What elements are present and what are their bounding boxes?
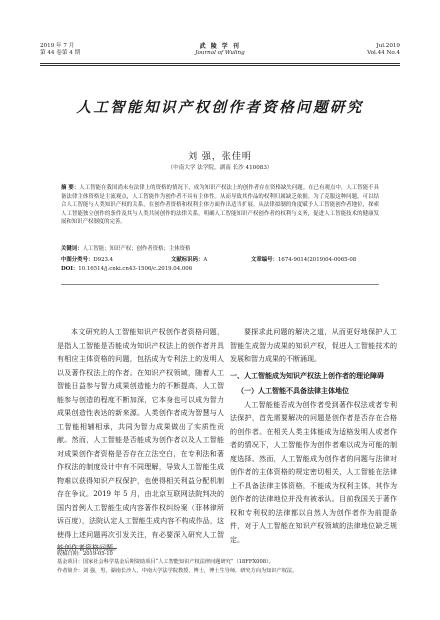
document-code xyxy=(171,256,207,265)
body-paragraph: 本文研究的人工智能知识产权创作者资格问题，是指人工智能是否能成为知识产权法上的创作者并具有相应主体资格的问题，包括成为专利法上的发明人以及著作权法上的作者。在知识产权领域，随着人工智能日益参与智力成果创造能力的不断提高，人工智能参与创造的程度不断加深，它本身也可以成为智力成果创造性表达的新来源。人类创作者成为智慧与人工智能相辅相承，共同为智力成果做出了实质性贡献。然而，人工智能是否能成为创作者以及人工智能对成果创作者资格是否存在立法空白，在专利法和著作权法的制度设计中有不同理解，导致人工智能生成物难以获得知识产权保护，也使得相关利益分配机制存在争议。2019 年 5 月，由北京互联网法院判决的国内首例人工智能生成内容著作权纠纷案（菲林律所诉百度），法院认定人工智能生成内容不构成作品，这使得上述问题再次引发关注，有必要深入研究人工智能创作者资格问题。 xyxy=(57,328,224,552)
clc-number xyxy=(61,256,113,265)
article-number-label: 文章编号： xyxy=(251,257,278,263)
journal-name-en: Journal of Wuling xyxy=(195,50,245,56)
document-code-label: 文献标识码： xyxy=(171,257,204,263)
footnote-received: 收稿日期：2019-05-10 xyxy=(57,551,113,557)
doi-value: 10.16514/j.cnki.cn43-1506/c.2019.04.006 xyxy=(78,265,193,272)
footnote-author-bio: 作者简介：刘 强，男，湖南长沙人，中南大学法学院教授，博士，博士生导师，研究方向为知识产权法。 xyxy=(57,568,298,574)
body-paragraph: 人工智能能否成为创作者受到著作权法或者专利法保护，首先需要解决的问题是创作者是否存在合格的创作者。在相关人类主体能成为适格发明人或者作者的情况下，人工智能作为创作者难以成为可能的制度选择。然而，人工智能成为创作者的问题与法律对创作者的主体资格的规定密切相关，人工智能在法律上不具备法律主体资格，不能成为权利主体，其作为创作者的法律地位并没有被承认。目前我国关于著作权和专利权的法律都以自然人为创作者作为前提条件，对于人工智能在知识产权领域的法律地位缺乏规定。 xyxy=(230,400,397,544)
affiliation: （中南大学 法学院，湖南 长沙 410083） xyxy=(167,165,273,171)
doi xyxy=(61,265,192,274)
body-column-right xyxy=(230,326,397,566)
header-date-en: Jul.2019 xyxy=(376,43,400,49)
header-volume: 第 44 卷第 4 期 xyxy=(40,50,81,56)
journal-name xyxy=(40,43,400,57)
abstract-text: 人工智能在我国尚未有法律上的资格的情况下，成为知识产权法上的创作者存在资格缺失问题。在已有观点中，人工智能不具备法律主体资格是主流观点，人工智能作为创作者不具有主体性。从而导致其作品的权利归属缺乏依据。为了克服这种问题，可以结合人工智能与人类知识产权的关系，在创作者资格和权利主体方面作出适当扩展。从法律拟制的角度赋予人工智能创作者地位，探索人工智能独立创作的条件及其与人类共同创作的法律关系，明确人工智能知识产权创作者的权利与义务，促进人工智能技术的健康发展和知识产权制度的完善。 xyxy=(61,185,379,225)
article-number xyxy=(251,256,356,265)
body-column-left xyxy=(57,326,224,552)
section-heading-1-1: （一）人工智能不具备法律主体地位 xyxy=(237,387,349,395)
paper-title: 人工智能知识产权创作者资格问题研究 xyxy=(76,100,364,116)
body-paragraph: 要探求此问题的解决之道，从而更好地保护人工智能生成智力成果的知识产权，促进人工智能技术的发展和智力成果的不断涌现。 xyxy=(230,328,397,363)
document-code-value: A xyxy=(203,257,208,263)
keywords-label: 关键词： xyxy=(61,246,83,252)
article-number-value: 1674-9014(2019)04-0065-08 xyxy=(277,257,357,263)
front-matter-separator xyxy=(61,284,379,285)
classification-block xyxy=(61,256,379,273)
keywords xyxy=(61,244,379,252)
header-date: 2019 年 7 月 xyxy=(40,43,75,49)
header-date-volume-en xyxy=(367,43,400,57)
doi-label: DOI： xyxy=(61,265,79,272)
header-rule-top xyxy=(40,63,400,64)
header-volume-en: Vol.44 No.4 xyxy=(367,50,400,56)
header-rule-bottom xyxy=(40,65,400,66)
footnote-fund: 基金项目：国家社会科学基金后期资助项目“人工智能知识产权法律问题研究”（18FFX008）。 xyxy=(57,559,274,565)
abstract xyxy=(61,184,379,227)
journal-name-cn: 武 陵 学 刊 xyxy=(199,43,241,50)
section-heading-1: 一、人工智能成为知识产权法上创作者的理论障碍 xyxy=(230,371,384,380)
authors: 刘 强，张佳明 xyxy=(188,152,252,162)
clc-value: D923.4 xyxy=(93,257,114,263)
keywords-text: 人工智能；知识产权；创作者资格；主体资格 xyxy=(82,246,191,252)
abstract-label: 摘 要： xyxy=(61,185,80,191)
running-header xyxy=(40,43,400,65)
footnote-rule xyxy=(57,548,117,549)
clc-label: 中图分类号： xyxy=(61,257,94,263)
